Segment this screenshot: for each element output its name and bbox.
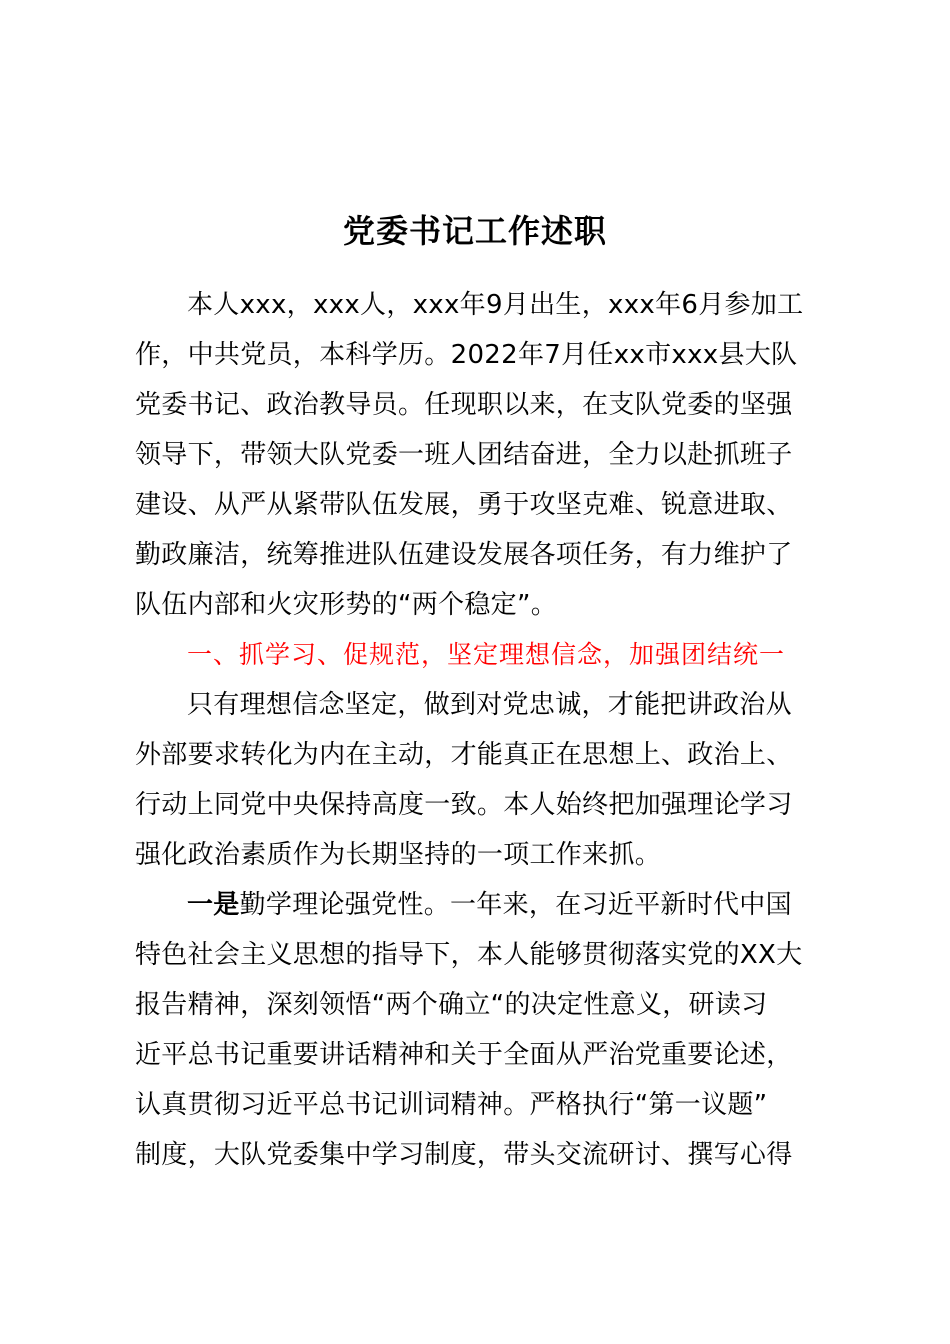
- document-body: [135, 280, 840, 1180]
- text-line: 只有理想信念坚定，做到对党忠诚，才能把讲政治从: [187, 690, 792, 720]
- text-line: 认真贯彻习近平总书记训词精神。严格执行“第一议题”: [135, 1090, 768, 1120]
- text-line: 勤政廉洁，统筹推进队伍建设发展各项任务，有力维护了: [135, 540, 793, 570]
- text-line: 建设、从严从紧带队伍发展，勇于攻坚克难、锐意进取、: [135, 490, 793, 520]
- text-line: 特色社会主义思想的指导下，本人能够贯彻落实党的XX大: [135, 940, 803, 970]
- text-line: 强化政治素质作为长期坚持的一项工作来抓。: [135, 840, 662, 870]
- document-title: 党委书记工作述职: [342, 212, 607, 250]
- text-line: 外部要求转化为内在主动，才能真正在思想上、政治上、: [135, 740, 793, 770]
- text-line: [135, 880, 840, 930]
- point-text: 勤学理论强党性。一年来，在习近平新时代中国: [239, 890, 792, 920]
- text-line: 制度，大队党委集中学习制度，带头交流研讨、撰写心得: [135, 1140, 793, 1170]
- text-line: 队伍内部和火灾形势的“两个稳定”。: [135, 590, 558, 620]
- text-line: 作，中共党员，本科学历。2022年7月任xx市xxx县大队: [135, 340, 798, 370]
- text-line: 党委书记、政治教导员。任现职以来，在支队党委的坚强: [135, 390, 793, 420]
- section-heading: 一、抓学习、促规范，坚定理想信念，加强团结统一: [187, 640, 786, 669]
- text-line: 报告精神，深刻领悟“两个确立“的决定性意义，研读习: [135, 990, 768, 1020]
- point-lead: 一是: [187, 890, 240, 920]
- text-line: 领导下，带领大队党委一班人团结奋进，全力以赴抓班子: [135, 440, 793, 470]
- paragraph-point-one: [135, 880, 840, 1180]
- text-line: 行动上同党中央保持高度一致。本人始终把加强理论学习: [135, 790, 793, 820]
- paragraph-intro: [135, 280, 840, 630]
- text-line: 近平总书记重要讲话精神和关于全面从严治党重要论述，: [135, 1040, 793, 1070]
- text-line: 本人xxx，xxx人，xxx年9月出生，xxx年6月参加工: [187, 290, 804, 320]
- paragraph-section-intro: [135, 680, 840, 880]
